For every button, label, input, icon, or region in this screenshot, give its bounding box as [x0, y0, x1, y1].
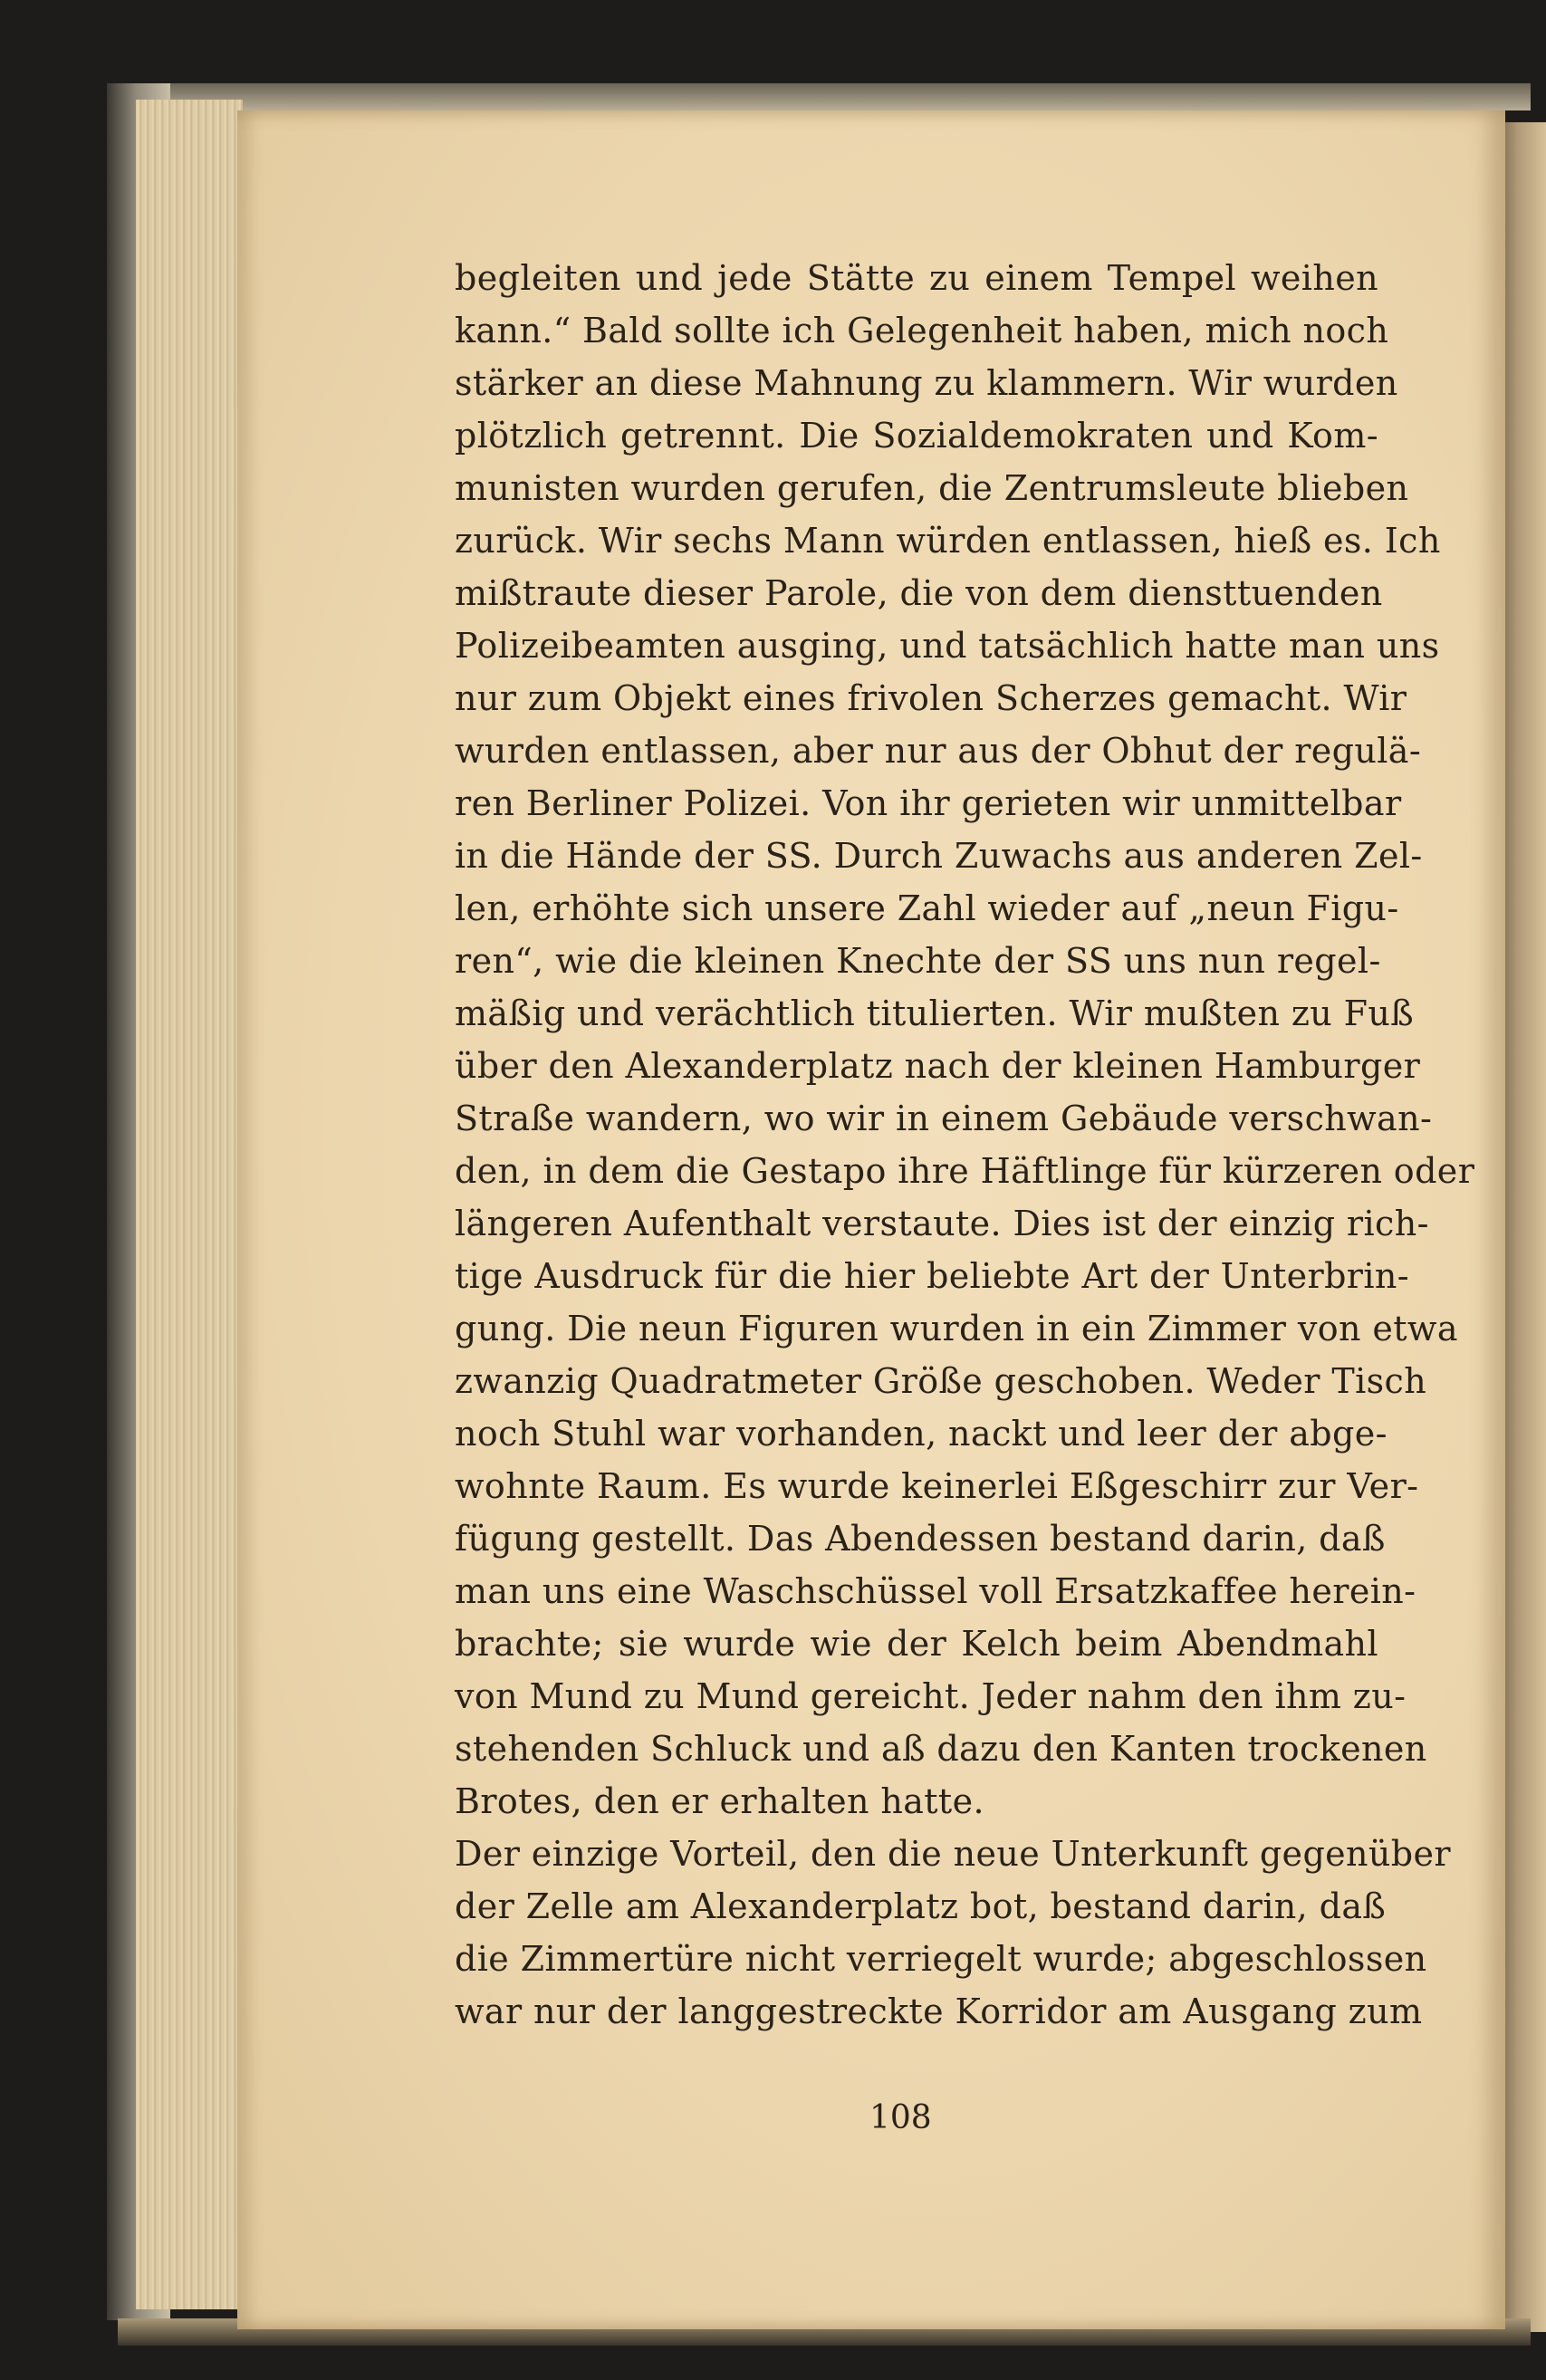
text-line: kann.“ Bald sollte ich Gelegenheit haben, mich noch	[455, 311, 1389, 350]
text-line: Straße wandern, wo wir in einem Gebäude verschwan-	[455, 1099, 1433, 1138]
text-line: gung. Die neun Figuren wurden in ein Zimmer von etwa	[455, 1309, 1458, 1348]
book-top-edge	[118, 83, 1531, 110]
text-line: Polizeibeamten ausging, und tatsächlich hatte man uns	[455, 626, 1440, 666]
page-stack-edges	[136, 100, 243, 2309]
text-line: mäßig und verächtlich titulierten. Wir mußten zu Fuß	[455, 993, 1415, 1033]
text-line: fügung gestellt. Das Abendessen bestand darin, daß	[455, 1519, 1386, 1559]
text-line: zwanzig Quadratmeter Größe geschoben. Weder Tisch	[455, 1361, 1427, 1401]
text-line: noch Stuhl war vorhanden, nackt und leer der abge-	[455, 1414, 1388, 1454]
text-line: brachte; sie wurde wie der Kelch beim Abendmahl	[455, 1624, 1378, 1664]
text-line: mißtraute dieser Parole, die von dem diensttuenden	[455, 573, 1383, 613]
text-line: Brotes, den er erhalten hatte.	[455, 1781, 984, 1821]
text-line: tige Ausdruck für die hier beliebte Art der Unterbrin-	[455, 1256, 1410, 1296]
text-line: über den Alexanderplatz nach der kleinen Hamburger	[455, 1046, 1421, 1086]
text-line: den, in dem die Gestapo ihre Häftlinge für kürzeren oder	[455, 1151, 1475, 1191]
text-line: zurück. Wir sechs Mann würden entlassen, hieß es. Ich	[455, 521, 1441, 561]
text-line: Der einzige Vorteil, den die neue Unterkunft gegenüber	[455, 1834, 1451, 1874]
text-line: in die Hände der SS. Durch Zuwachs aus anderen Zel-	[455, 836, 1423, 876]
text-line: len, erhöhte sich unsere Zahl wieder auf „neun Figu-	[455, 888, 1399, 928]
text-line: wurden entlassen, aber nur aus der Obhut der regulä-	[455, 731, 1422, 771]
text-line: ren“, wie die kleinen Knechte der SS uns nun regel-	[455, 941, 1381, 981]
page-number: 108	[869, 2099, 932, 2136]
text-line: wohnte Raum. Es wurde keinerlei Eßgeschirr zur Ver-	[455, 1466, 1419, 1506]
text-line: ren Berliner Polizei. Von ihr gerieten wir unmittelbar	[455, 783, 1402, 823]
body-text	[455, 252, 1475, 2038]
text-line: begleiten und jede Stätte zu einem Tempel weihen	[455, 258, 1378, 298]
text-line: die Zimmertüre nicht verriegelt wurde; abgeschlossen	[455, 1939, 1427, 1979]
text-line: plötzlich getrennt. Die Sozialdemokraten und Kom-	[455, 416, 1378, 456]
text-line: stärker an diese Mahnung zu klammern. Wir wurden	[455, 363, 1398, 403]
text-line: der Zelle am Alexanderplatz bot, bestand darin, daß	[455, 1886, 1387, 1926]
text-line: war nur der langgestreckte Korridor am Ausgang zum	[455, 1991, 1423, 2031]
text-line: munisten wurden gerufen, die Zentrumsleute blieben	[455, 468, 1409, 508]
text-line: von Mund zu Mund gereicht. Jeder nahm den ihm zu-	[455, 1676, 1407, 1716]
text-line: man uns eine Waschschüssel voll Ersatzkaffee herein-	[455, 1571, 1416, 1611]
text-line: stehenden Schluck und aß dazu den Kanten trockenen	[455, 1729, 1427, 1769]
book-binding	[1499, 122, 1546, 2332]
text-line: längeren Aufenthalt verstaute. Dies ist der einzig rich-	[455, 1204, 1429, 1243]
text-line: nur zum Objekt eines frivolen Scherzes gemacht. Wir	[455, 678, 1407, 718]
